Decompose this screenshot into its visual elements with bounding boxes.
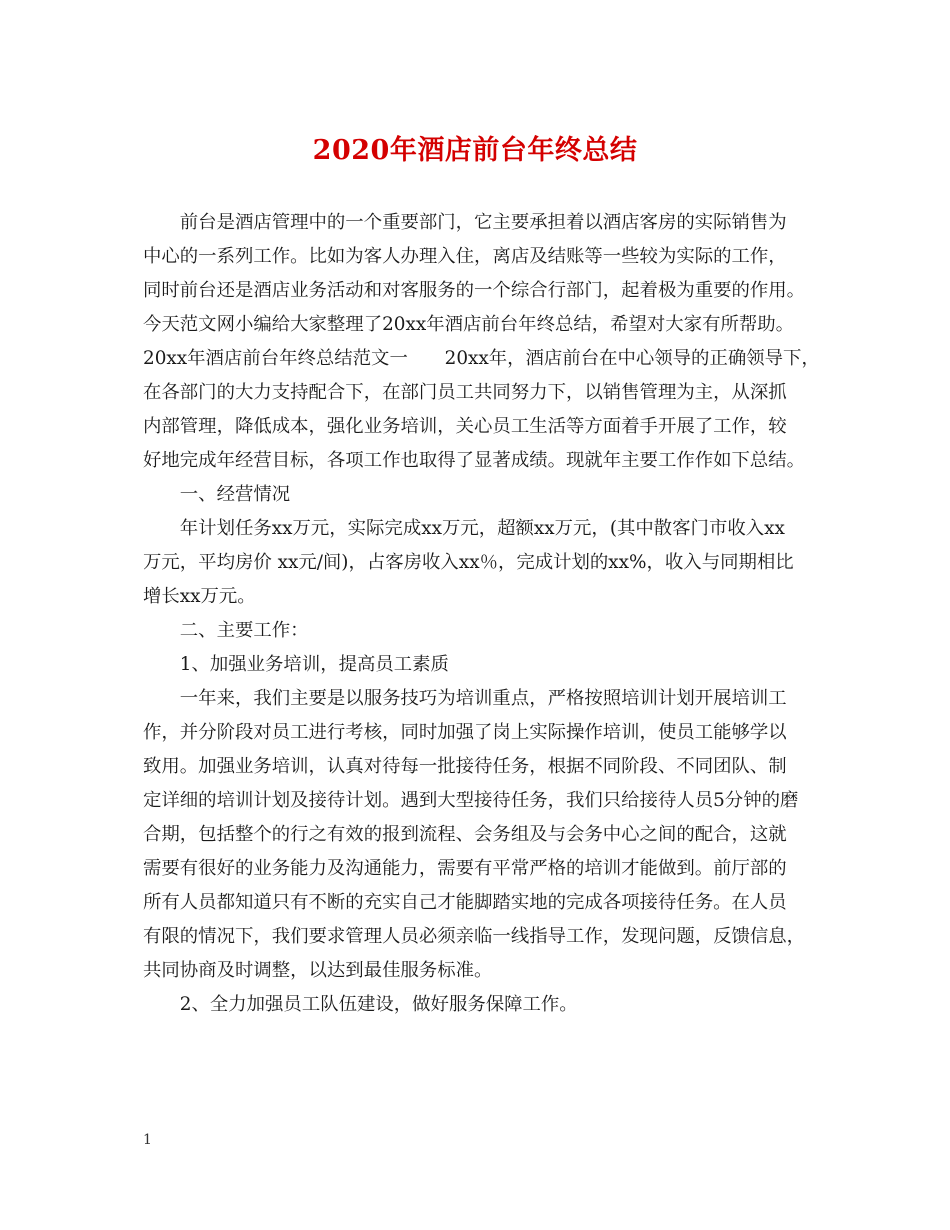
text-line: 增长xx万元。 [143,586,256,607]
text-line: 所有人员都知道只有不断的充实自己才能脚踏实地的完成各项接待任务。在人员 [143,892,787,913]
text-line: 中心的一系列工作。比如为客人办理入住，离店及结账等一些较为实际的工作， [143,246,787,267]
text-line: 万元，平均房价 xx元/间)，占客房收入xx％，完成计划的xx%，收入与同期相比 [143,552,794,573]
text-line: 有限的情况下，我们要求管理人员必须亲临一线指导工作，发现问题，反馈信息， [143,926,806,947]
subsection-heading: 2、全力加强员工队伍建设，做好服务保障工作。 [143,994,578,1015]
text-line: 一年来，我们主要是以服务技巧为培训重点，严格按照培训计划开展培训工 [143,688,787,709]
text-line: 在各部门的大力支持配合下，在部门员工共同努力下，以销售管理为主，从深抓 [143,382,787,403]
text-line: 作，并分阶段对员工进行考核，同时加强了岗上实际操作培训，使员工能够学以 [143,722,787,743]
text-line: 共同协商及时调整，以达到最佳服务标准。 [143,960,493,981]
text-line: 致用。加强业务培训，认真对待每一批接待任务，根据不同阶段、不同团队、制 [143,756,787,777]
text-line: 需要有很好的业务能力及沟通能力，需要有平常严格的培训才能做到。前厅部的 [143,858,787,879]
section-heading: 二、主要工作： [143,620,309,641]
text-line: 好地完成年经营目标，各项工作也取得了显著成绩。现就年主要工作作如下总结。 [143,450,806,471]
document-title: 2020年酒店前台年终总结 [312,135,638,166]
text-line: 同时前台还是酒店业务活动和对客服务的一个综合行部门，起着极为重要的作用。 [143,280,806,301]
text-line: 前台是酒店管理中的一个重要部门，它主要承担着以酒店客房的实际销售为 [143,212,787,233]
text-line: 合期，包括整个的行之有效的报到流程、会务组及与会务中心之间的配合，这就 [143,824,787,845]
text-line: 年计划任务xx万元，实际完成xx万元，超额xx万元，(其中散客门市收入xx [143,518,785,539]
text-line: 内部管理，降低成本，强化业务培训，关心员工生活等方面着手开展了工作，较 [143,416,787,437]
text-line: 定详细的培训计划及接待计划。遇到大型接待任务，我们只给接待人员5分钟的磨 [143,790,799,811]
text-line: 20xx年酒店前台年终总结范文一 20xx年，酒店前台在中心领导的正确领导下， [143,348,820,369]
text-line: 今天范文网小编给大家整理了20xx年酒店前台年终总结，希望对大家有所帮助。 [143,314,795,335]
page-number: 1 [143,1132,152,1148]
section-heading: 一、经营情况 [143,484,291,505]
subsection-heading: 1、加强业务培训，提高员工素质 [143,654,449,675]
